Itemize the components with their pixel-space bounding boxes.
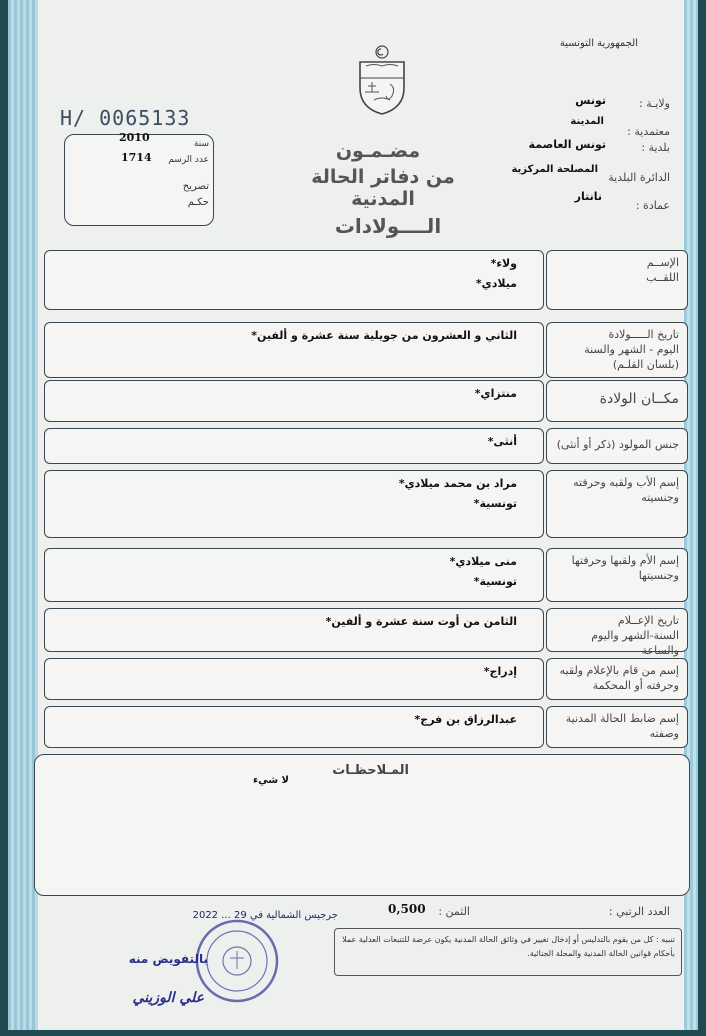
- row-value-text: إدراج*: [483, 665, 517, 678]
- row-label-text: الإســم: [646, 256, 679, 269]
- declaration-label: تصريح: [182, 181, 209, 192]
- coat-of-arms-emblem: [352, 44, 412, 116]
- row-value-text: منتزاي*: [474, 387, 517, 400]
- row-value-box: [44, 548, 544, 602]
- remarks-value: لا شيء: [253, 775, 289, 786]
- row-label-text: إسم ضابط الحالة المدنية: [565, 712, 679, 725]
- price-label: الثمن :: [438, 905, 470, 918]
- daira-label: الدائرة البلدية: [608, 171, 670, 184]
- legal-notice-box: [334, 928, 682, 976]
- row-value-box: [44, 658, 544, 700]
- row-label-box: [546, 428, 688, 464]
- wilaya-value: تونس: [575, 94, 606, 107]
- row-label-text: إسم من قام بالإعلام ولقبه: [559, 664, 679, 677]
- row-value-box: [44, 250, 544, 310]
- row-label-text: السنة-الشهر واليوم والساعة: [591, 629, 679, 657]
- row-value-box: [44, 322, 544, 378]
- mootamadia-label: معتمدية :: [627, 125, 670, 138]
- row-label-text: مكــان الولادة: [599, 391, 679, 407]
- row-label-text: وجنسيته: [641, 491, 679, 504]
- row-label-box: [546, 250, 688, 310]
- mootamadia-value: المدينة: [570, 116, 604, 127]
- row-label-text: اليوم - الشهر والسنة: [584, 343, 679, 356]
- section-title-births: الــــولادات: [334, 214, 442, 238]
- remarks-label: المـلاحظـات: [332, 763, 409, 778]
- row-value-text: عبدالرزاق بن فرج*: [414, 713, 517, 726]
- serial-number-label: العدد الرتبي :: [608, 905, 670, 918]
- row-value-text: ولاء*: [490, 257, 517, 270]
- imada-label: عمادة :: [635, 199, 670, 212]
- row-value-text: مراد بن محمد ميلادي*: [398, 477, 517, 490]
- price-value: 0,500: [388, 902, 426, 916]
- register-number-label: عدد الرسم: [168, 155, 209, 165]
- document-page: [8, 0, 698, 1030]
- row-label-text: وجنسيتها: [638, 569, 679, 582]
- row-value-box: [44, 706, 544, 748]
- row-value-box: [44, 608, 544, 652]
- row-value-box: [44, 380, 544, 422]
- place-date: جرجيس الشمالية في 29 ... 2022: [192, 910, 338, 921]
- row-label-box: [546, 548, 688, 602]
- document-title-line2: من دفاتر الحالة المدنية: [311, 166, 455, 210]
- row-label-box: [546, 658, 688, 700]
- row-value-box: [44, 428, 544, 464]
- document-title-line1: مضـمـون: [335, 140, 421, 162]
- row-label-box: [546, 470, 688, 538]
- republic-label: الجمهورية التونسية: [559, 38, 638, 49]
- wilaya-label: ولايـة :: [639, 97, 670, 110]
- row-label-box: [546, 322, 688, 378]
- row-value-box: [44, 470, 544, 538]
- row-value-text: تونسية*: [473, 575, 517, 588]
- stamp-delegation-text: بالتفويض منه: [128, 952, 208, 966]
- row-label-text: جنس المولود (ذكر أو أنثى): [556, 438, 679, 451]
- row-value-text: ميلادي*: [475, 277, 517, 290]
- daira-value: المصلحة المركزية: [511, 164, 598, 175]
- row-label-box: [546, 380, 688, 422]
- row-label-text: (بلسان القلـم): [612, 358, 679, 371]
- row-label-text: تاريخ الإعــلام: [617, 614, 679, 627]
- row-value-text: الثامن من أوت سنة عشرة و ألفين*: [325, 615, 517, 628]
- document-serial-number: H/ 0065133: [60, 106, 191, 130]
- judgment-label: حكـم: [187, 197, 209, 208]
- imada-value: نانتار: [574, 190, 602, 203]
- row-label-text: إسم الأب ولقبه وحرفته: [573, 476, 679, 489]
- register-year-label: سنة: [193, 139, 209, 149]
- row-label-text: تاريخ الـــــولادة: [608, 328, 679, 341]
- row-label-text: وحرفته أو المحكمة: [592, 679, 679, 692]
- remarks-box: [34, 754, 690, 896]
- baladia-label: بلدية :: [641, 141, 670, 154]
- row-value-text: تونسية*: [473, 497, 517, 510]
- row-label-text: اللقــب: [646, 271, 679, 284]
- row-label-box: [546, 706, 688, 748]
- row-value-text: الثاني و العشرون من جويلية سنة عشرة و ألفين*: [251, 329, 517, 342]
- register-year-value: 2010: [119, 131, 150, 144]
- row-value-text: منى ميلادي*: [449, 555, 517, 568]
- baladia-value: تونس العاصمة: [528, 138, 606, 151]
- register-number-value: 1714: [121, 151, 152, 164]
- row-label-box: [546, 608, 688, 657]
- row-value-text: أنثى*: [487, 435, 517, 448]
- row-label-text: وصفته: [649, 727, 679, 740]
- legal-notice-text: تنبيه : كل من يقوم بالتدليس أو إدخال تغيير في وثائق الحالة المدنية يكون عرضة للتتبعات العدلية عملا بأحكام قوانين الحالة المدنية والمجلة الجنائية.: [342, 935, 675, 958]
- officer-signature: علي الوزيني: [132, 990, 204, 1006]
- row-label-text: إسم الأم ولقبها وحرفتها: [571, 554, 679, 567]
- register-info-box: [64, 131, 214, 226]
